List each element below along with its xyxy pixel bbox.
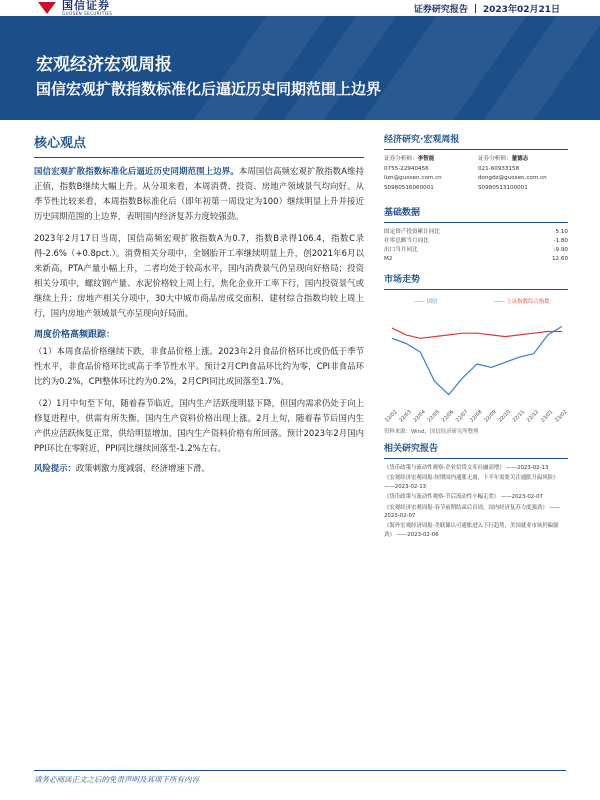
main-column [34, 132, 364, 476]
section-divider [34, 157, 364, 158]
analyst-email[interactable]: lizn@guosen.com.cn [384, 175, 442, 181]
analyst-email[interactable]: dongdz@guosen.com.cn [478, 175, 547, 181]
page-footer [34, 770, 566, 785]
company-logo [38, 0, 112, 16]
analyst-cert: S0980516060001 [384, 184, 434, 191]
summary-highlight: 国信宏观扩散指数标准化后逼近历史同期范围上边界。 [34, 166, 239, 176]
basic-data-label: 固定资产投资累计同比 [384, 229, 440, 235]
related-research-list [384, 464, 568, 539]
analyst-role: 证券分析师： [384, 156, 418, 162]
x-tick-label: 22/12 [525, 409, 541, 424]
x-tick-label: 22/05 [426, 409, 442, 424]
chart-source: 资料来源：Wind、国信经济研究所整理 [384, 429, 479, 435]
related-report-title: 《货币政策与流动性观察-企业信贷文库社融高增》 [384, 465, 505, 471]
logo-cn-text: 国信证券 [62, 0, 110, 12]
series-line-2 [392, 328, 562, 338]
series-line-1 [392, 326, 562, 394]
x-tick-label: 22/10 [497, 409, 512, 424]
related-research-heading: 相关研究报告 [384, 444, 439, 454]
logo-en-text: GUOSEN SECURITIES [62, 11, 113, 16]
related-report-date: ——2023-02-13 [506, 465, 549, 471]
analyst-card [478, 155, 568, 193]
x-tick-label: 22/03 [398, 409, 413, 424]
report-type-date [414, 2, 560, 15]
price-tracking-heading: 周度价格高频跟踪： [34, 330, 116, 340]
related-report-date: ——2023-02-07 [500, 494, 543, 501]
sidebar-divider [384, 458, 568, 459]
basic-data-label: 社零总额当月同比 [384, 238, 429, 244]
paragraph-summary [34, 164, 364, 224]
paragraph-diffusion: 2023年2月17日当周，国信高频宏观扩散指数A为0.7，指数B录得106.4，指数C录得-2.6%（+0.8pct.）。消费相关分项中，全钢胎开工率继续明显上升，创2021年6月以来新高，PTA产量小幅上升，二者均处于较高水平，国内消费景气仍呈现向好格局；投资相关分项中，螺纹钢产量、水泥价格较上周上行，焦化企业开工率下行，国内投资景气或继续上升；房地产相关分项中，30大中城市商品房成交面积、建材综合指数均较上周上行，国内房地产领域景气亦呈现向好局面。 [34, 233, 364, 318]
analyst-card [384, 155, 474, 193]
related-report-link[interactable] [384, 474, 568, 491]
legend-entry: —— 国信 [414, 299, 438, 305]
x-tick-label: 22/06 [440, 409, 456, 424]
report-type: 证券研究报告 [413, 5, 468, 15]
sidebar [384, 132, 568, 541]
basic-data-value: -9.90 [553, 247, 568, 253]
analyst-list [384, 155, 568, 193]
summary-text: 本周国信高频宏观扩散指数A维持正值，指数B继续大幅上升。从分项来看，本周消费、投资、房地产领域景气均向好。从季节性比较来看，本周指数B标准化后（即年初第一周设定为100）继续明显上升并接近历史同期范围的上边界，表明国内经济复苏力度较强劲。 [34, 166, 365, 221]
basic-data-row [384, 246, 568, 255]
analyst-name: 李智能 [417, 156, 435, 162]
basic-data-label: M2 [384, 256, 393, 262]
footer-disclaimer: 请务必阅读正文之后的免责声明及其项下所有内容 [34, 775, 199, 784]
x-tick-label: 22/08 [469, 409, 484, 424]
report-date: 2023年02月21日 [482, 5, 560, 15]
x-tick-label: 22/11 [511, 409, 527, 424]
report-subtitle: 国信宏观扩散指数标准化后逼近历史同期范围上边界 [36, 80, 382, 98]
analyst-phone: 021-60933158 [478, 165, 520, 172]
analyst-name: 董德志 [511, 156, 529, 162]
market-trend-heading: 市场走势 [384, 275, 421, 285]
related-report-link[interactable] [384, 493, 568, 501]
x-tick-label: 22/02 [384, 409, 399, 424]
sidebar-divider [384, 289, 568, 290]
x-tick-label: 22/04 [412, 409, 427, 424]
related-report-date: ——2023-02-06 [396, 531, 439, 538]
section-title: 核心观点 [34, 136, 87, 151]
related-report-link[interactable] [384, 504, 568, 521]
paragraph-cpi: （1）本周食品价格继续下跌，非食品价格上涨。2023年2月食品价格环比或仍低于季节性水平，非食品价格环比或高于季节性水平。预计2月CPI食品环比约为零，CPI非食品环比约为0.2%，CPI整体环比约为0.2%，2月CPI同比或回落至1.7%。 [34, 346, 364, 386]
title-banner [0, 16, 600, 120]
analyst-role: 证券分析师： [478, 156, 512, 162]
divider [475, 4, 476, 13]
sidebar-divider [384, 222, 568, 223]
x-tick-label: 23/02 [554, 409, 568, 424]
related-report-link[interactable] [384, 464, 568, 472]
market-trend-chart [384, 295, 568, 425]
related-report-date: ——2023-02-13 [384, 483, 427, 490]
sidebar-divider [384, 149, 568, 150]
risk-text: 政策刺激力度减弱，经济增速下滑。 [75, 463, 210, 473]
report-title: 宏观经济宏观周报 [36, 55, 172, 75]
basic-data-row [384, 255, 568, 264]
top-bar [0, 0, 600, 16]
related-report-title: 《货币政策与流动性观察-节后流动性小幅走宽》 [384, 494, 500, 501]
related-report-date: ——2023-02-07 [384, 504, 561, 520]
basic-data-value: 5.10 [555, 229, 568, 235]
x-tick-label: 22/09 [483, 409, 498, 424]
x-tick-label: 23/01 [539, 409, 555, 424]
risk-label: 风险提示： [34, 463, 76, 473]
paragraph-ppi: （2）1月中旬至下旬，随着春节临近，国内生产活跃度明显下降，但国内需求仍处于向上修复进程中，供需有所失衡，国内生产资料价格出现上涨。2月上旬，随着春节后国内生产供应活跃恢复正常，供给明显增加，国内生产资料价格有所回落。预计2023年2月国内PPI环比在零附近，PPI同比继续回落至-1.2%左右。 [34, 398, 364, 453]
report-category: 经济研究·宏观周报 [384, 135, 460, 145]
basic-data-value: -1.80 [553, 238, 568, 244]
legend-entry: —— 上证指数综合指数 [494, 299, 550, 305]
x-tick-label: 22/07 [454, 409, 470, 424]
analyst-cert: S0980513100001 [478, 184, 528, 191]
related-report-title: 《宏观经济宏观周报-短期国内通胀无虞，下半年需要关注通胀升温风险》 [384, 475, 559, 482]
risk-warning [34, 461, 364, 476]
basic-data-table [384, 228, 568, 264]
basic-data-row [384, 228, 568, 237]
related-report-title: 《海外宏观经济周报-美联储认可通胀进入下行趋势，美国就业市场仍偏强劲》 [384, 523, 559, 538]
basic-data-value: 12.60 [551, 256, 568, 262]
basic-data-label: 出口当月同比 [384, 247, 418, 253]
basic-data-row [384, 237, 568, 246]
market-trend-svg [384, 295, 568, 425]
related-report-title: 《宏观经济宏观周报-春节前期结束后首周，国内经济复苏力度强劲》 [384, 504, 548, 511]
basic-data-heading: 基础数据 [384, 208, 421, 218]
analyst-phone: 0755-22940456 [384, 165, 429, 172]
related-report-link[interactable] [384, 522, 568, 539]
logo-icon [38, 2, 56, 14]
